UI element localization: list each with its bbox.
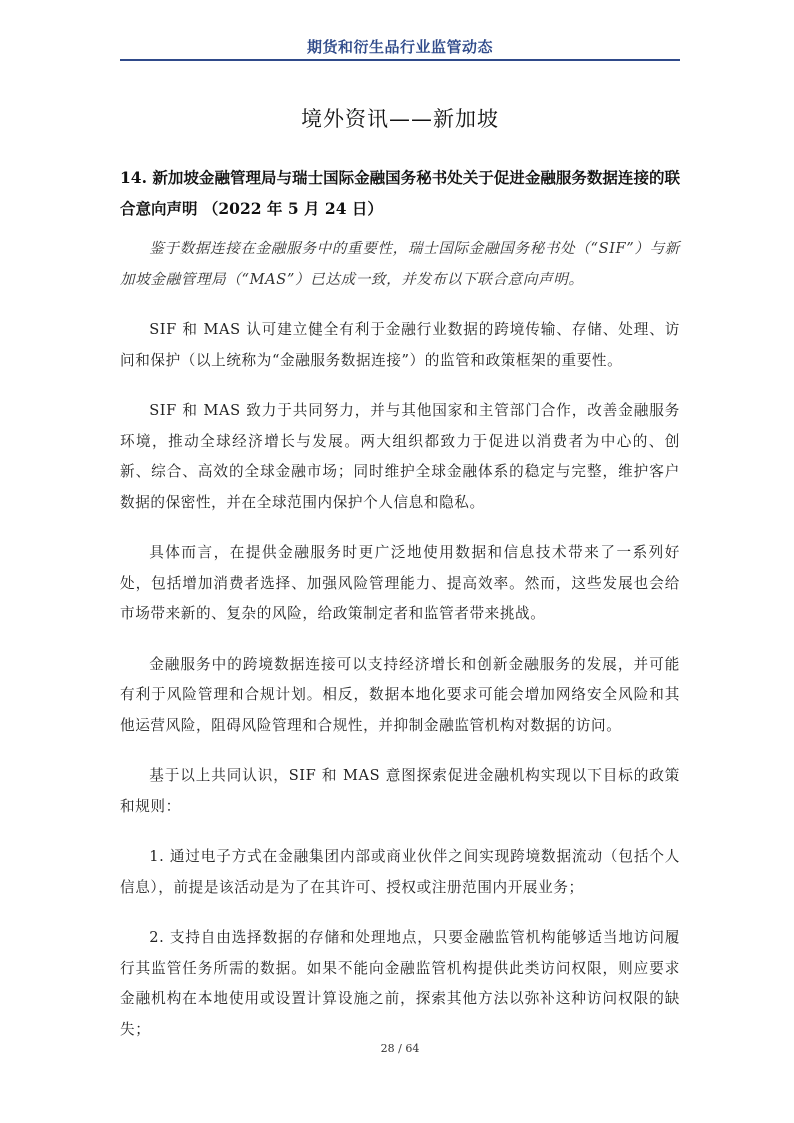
body-paragraph: 金融服务中的跨境数据连接可以支持经济增长和创新金融服务的发展，并可能有利于风险管理和合规计划。相反，数据本地化要求可能会增加网络安全风险和其他运营风险，阻碍风险管理和合规性，并抑制金融监管机构对数据的访问。 (120, 655, 680, 734)
list-item: 1. 通过电子方式在金融集团内部或商业伙伴之间实现跨境数据流动（包括个人信息），前提是该活动是为了在其许可、授权或注册范围内开展业务； (120, 848, 680, 896)
body-paragraph: SIF 和 MAS 致力于共同努力，并与其他国家和主管部门合作，改善金融服务环境，推动全球经济增长与发展。两大组织都致力于促进以消费者为中心的、创新、综合、高效的全球金融市场；同时维护全球金融体系的稳定与完整，维护客户数据的保密性，并在全球范围内保护个人信息和隐私。 (120, 402, 680, 511)
intro-paragraph: 鉴于数据连接在金融服务中的重要性，瑞士国际金融国务秘书处（“SIF”）与新加坡金融管理局（“MAS”）已达成一致，并发布以下联合意向声明。 (120, 240, 680, 288)
article-title: 14. 新加坡金融管理局与瑞士国际金融国务秘书处关于促进金融服务数据连接的联合意向声明 （2022 年 5 月 24 日） (120, 168, 680, 218)
header-divider (120, 59, 680, 61)
section-title: 境外资讯——新加坡 (301, 107, 499, 131)
article-body (120, 234, 680, 1065)
running-header-title: 期货和衍生品行业监管动态 (306, 38, 493, 56)
body-paragraph: SIF 和 MAS 认可建立健全有利于金融行业数据的跨境传输、存储、处理、访问和保护（以上统称为“金融服务数据连接”）的监管和政策框架的重要性。 (120, 321, 680, 369)
body-paragraph: 具体而言，在提供金融服务时更广泛地使用数据和信息技术带来了一系列好处，包括增加消费者选择、加强风险管理能力、提高效率。然而，这些发展也会给市场带来新的、复杂的风险，给政策制定者和监管者带来挑战。 (120, 544, 680, 622)
body-paragraph: 基于以上共同认识，SIF 和 MAS 意图探索促进金融机构实现以下目标的政策和规则： (120, 767, 680, 815)
page-number: 28 / 64 (380, 1042, 420, 1055)
list-item: 2. 支持自由选择数据的存储和处理地点，只要金融监管机构能够适当地访问履行其监管任务所需的数据。如果不能向金融监管机构提供此类访问权限，则应要求金融机构在本地使用或设置计算设施之前，探索其他方法以弥补这种访问权限的缺失； (120, 929, 680, 1038)
